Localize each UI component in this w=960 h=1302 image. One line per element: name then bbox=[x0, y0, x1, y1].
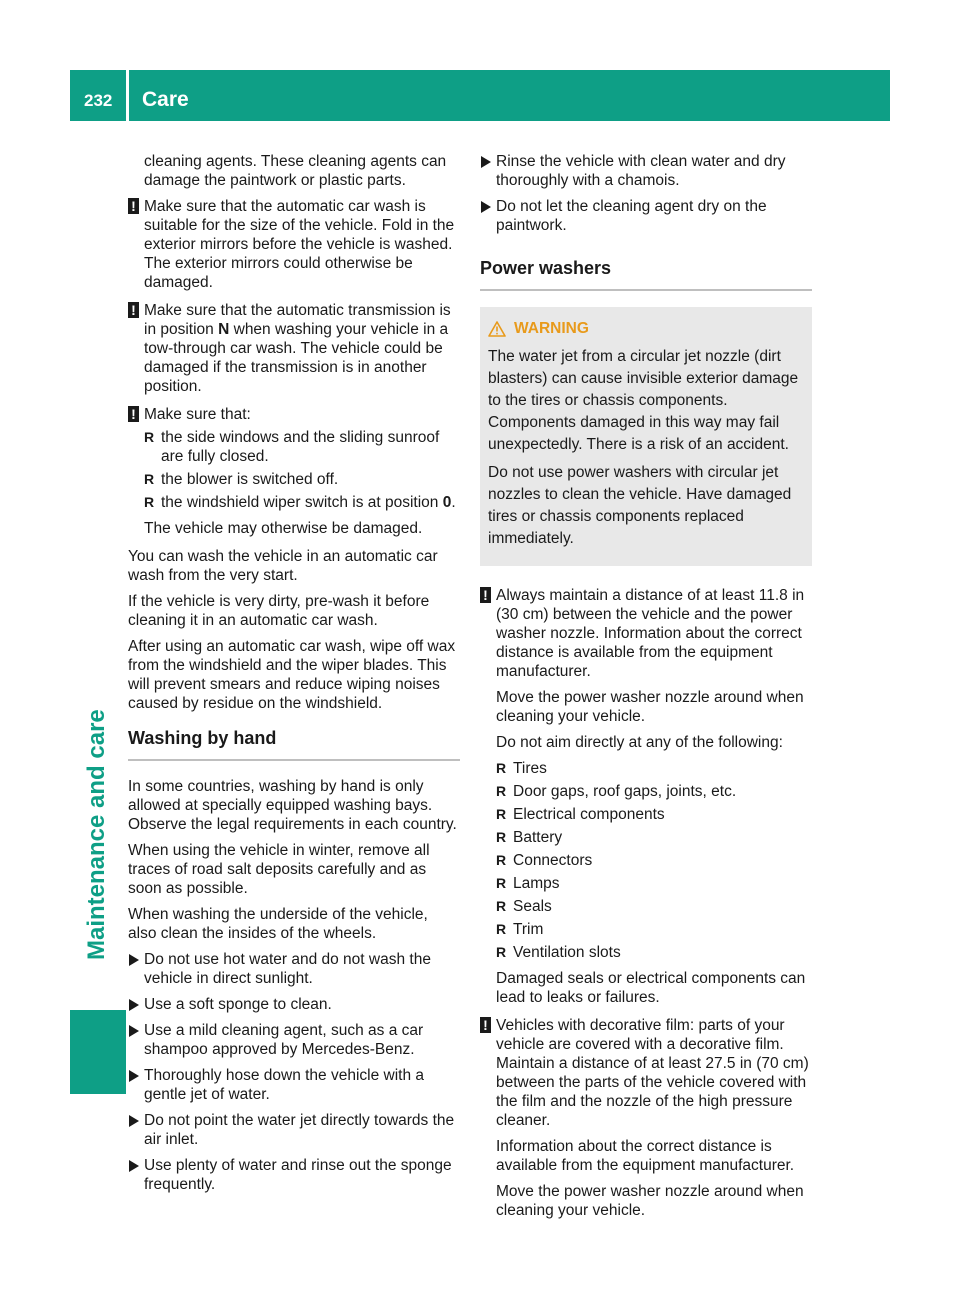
warning-text: Do not use power washers with circular jet nozzles to clean the vehicle. Have damaged tires or chassis components replaced immediately. bbox=[488, 464, 792, 547]
list-item: R the windshield wiper switch is at position 0. bbox=[144, 494, 456, 511]
step-text: Use a soft sponge to clean. bbox=[144, 996, 332, 1013]
aim-list bbox=[496, 759, 812, 962]
bullet-icon: R bbox=[496, 829, 507, 845]
list-item-text: the blower is switched off. bbox=[161, 471, 339, 488]
note-decorative-film bbox=[480, 1016, 812, 1220]
list-item-text: Battery bbox=[513, 829, 563, 846]
bullet-icon: R bbox=[496, 875, 507, 891]
section-title-washing-by-hand: Washing by hand bbox=[128, 727, 460, 761]
list-item-text: Connectors bbox=[513, 852, 593, 869]
header-divider bbox=[126, 70, 129, 121]
list-item bbox=[496, 920, 812, 939]
step bbox=[128, 1021, 460, 1059]
exclamation-icon: ! bbox=[128, 198, 139, 214]
note-text: Make sure that the automatic transmission is in position bbox=[144, 302, 451, 338]
step-text: Do not let the cleaning agent dry on the paintwork. bbox=[496, 198, 767, 234]
note-text: The vehicle may otherwise be damaged. bbox=[144, 520, 423, 537]
paragraph: You can wash the vehicle in an automatic car wash from the very start. bbox=[128, 548, 438, 584]
triangle-arrow-icon bbox=[129, 1070, 139, 1082]
triangle-arrow-icon bbox=[129, 1115, 139, 1127]
exclamation-icon: ! bbox=[480, 587, 491, 603]
list-item bbox=[496, 782, 812, 801]
list-item-text: Lamps bbox=[513, 875, 560, 892]
section-title-power-washers: Power washers bbox=[480, 257, 812, 291]
paragraph: When washing the underside of the vehicle, also clean the insides of the wheels. bbox=[128, 906, 428, 942]
list-item bbox=[496, 851, 812, 870]
triangle-arrow-icon bbox=[129, 1160, 139, 1172]
list-item bbox=[496, 805, 812, 824]
note-text: Move the power washer nozzle around when cleaning your vehicle. bbox=[496, 689, 804, 725]
list-item bbox=[496, 897, 812, 916]
paragraph: If the vehicle is very dirty, pre-wash it before cleaning it in an automatic car wash. bbox=[128, 593, 430, 629]
bullet-icon: R bbox=[496, 760, 507, 776]
warning-box bbox=[480, 307, 812, 566]
step bbox=[128, 1066, 460, 1104]
note-text: Make sure that: bbox=[144, 406, 251, 423]
paragraph: After using an automatic car wash, wipe off wax from the windshield and the wiper blades. This will prevent smears and reduce wiping noises caused by residue on the windshield. bbox=[128, 638, 456, 712]
note-text: Damaged seals or electrical components can lead to leaks or failures. bbox=[496, 970, 806, 1006]
list-item bbox=[496, 828, 812, 847]
note-mirrors bbox=[128, 197, 460, 292]
triangle-arrow-icon bbox=[129, 1025, 139, 1037]
bullet-icon: R bbox=[496, 944, 507, 960]
list-item bbox=[144, 470, 460, 489]
warning-label: WARNING bbox=[514, 320, 589, 337]
step-text: Do not point the water jet directly towards the air inlet. bbox=[144, 1112, 455, 1148]
step bbox=[480, 197, 812, 235]
list-item-text: Trim bbox=[513, 921, 544, 938]
note-text: Vehicles with decorative film: parts of your vehicle are covered with a decorative film. Maintain a distance of at least 27.5 in (70 cm) between the parts of the vehicle covered with the film and the nozzle of the high pressure cleaner. bbox=[496, 1017, 809, 1129]
side-chapter-label: Maintenance and care bbox=[83, 709, 110, 960]
bullet-icon: R bbox=[496, 806, 507, 822]
bullet-icon: R bbox=[496, 852, 507, 868]
note-text: when washing your vehicle in a tow-through car wash. The vehicle could be damaged if the transmission is in another position. bbox=[144, 321, 449, 395]
step-text: Thoroughly hose down the vehicle with a gentle jet of water. bbox=[144, 1067, 425, 1103]
bullet-icon: R bbox=[144, 494, 155, 510]
bullet-icon: R bbox=[496, 921, 507, 937]
note-distance bbox=[480, 586, 812, 1007]
list-item-text: the side windows and the sliding sunroof are fully closed. bbox=[161, 429, 440, 465]
list-item-text: Tires bbox=[513, 760, 547, 777]
list-item bbox=[496, 759, 812, 778]
step-text: Do not use hot water and do not wash the vehicle in direct sunlight. bbox=[144, 951, 431, 987]
note-transmission bbox=[128, 301, 460, 396]
exclamation-icon: ! bbox=[128, 406, 139, 422]
bullet-icon: R bbox=[144, 471, 155, 487]
list-item bbox=[144, 428, 460, 466]
list-item bbox=[496, 874, 812, 893]
list-item-text: Ventilation slots bbox=[513, 944, 621, 961]
bullet-icon: R bbox=[496, 898, 507, 914]
chapter-title: Care bbox=[142, 88, 189, 111]
list-item-text: Door gaps, roof gaps, joints, etc. bbox=[513, 783, 737, 800]
note-text: Information about the correct distance is available from the equipment manufacturer. bbox=[496, 1138, 795, 1174]
step-text: Use plenty of water and rinse out the sponge frequently. bbox=[144, 1157, 452, 1193]
wiper-position: 0 bbox=[442, 494, 452, 511]
step bbox=[480, 152, 812, 190]
page-header bbox=[70, 70, 890, 121]
triangle-arrow-icon bbox=[481, 156, 491, 168]
paragraph: In some countries, washing by hand is only allowed at specially equipped washing bays. Observe the legal requirements in each country. bbox=[128, 778, 457, 833]
note-text: Do not aim directly at any of the following: bbox=[496, 734, 783, 751]
page-number: 232 bbox=[84, 91, 113, 110]
exclamation-icon: ! bbox=[480, 1017, 491, 1033]
bullet-icon: R bbox=[496, 783, 507, 799]
list-item bbox=[496, 943, 812, 962]
list-item-text: Seals bbox=[513, 898, 552, 915]
note-make-sure bbox=[128, 405, 460, 538]
side-tab-block bbox=[70, 1010, 126, 1094]
left-column bbox=[128, 152, 460, 1201]
bullet-icon: R bbox=[144, 429, 155, 445]
triangle-arrow-icon bbox=[129, 999, 139, 1011]
triangle-arrow-icon bbox=[129, 954, 139, 966]
step bbox=[128, 1156, 460, 1194]
warning-triangle-icon bbox=[488, 321, 506, 337]
note-text: Make sure that the automatic car wash is suitable for the size of the vehicle. Fold in the exterior mirrors before the vehicle is washed. The exterior mirrors could otherwise be damaged. bbox=[144, 198, 455, 291]
note-text: Always maintain a distance of at least 11.8 in (30 cm) between the vehicle and the power washer nozzle. Information about the correct distance is available from the equipment manufacturer. bbox=[496, 587, 805, 680]
triangle-arrow-icon bbox=[481, 201, 491, 213]
warning-heading bbox=[488, 319, 804, 338]
paragraph: When using the vehicle in winter, remove all traces of road salt deposits carefully and as soon as possible. bbox=[128, 842, 430, 897]
list-item-text: Electrical components bbox=[513, 806, 665, 823]
note-text: Move the power washer nozzle around when cleaning your vehicle. bbox=[496, 1183, 804, 1219]
warning-text: The water jet from a circular jet nozzle (dirt blasters) can cause invisible exterior damage to the tires or chassis components. Components damaged in this way may fail unexpectedly. There is a risk of an accident. bbox=[488, 348, 799, 453]
right-column bbox=[480, 152, 812, 1229]
paragraph: cleaning agents. These cleaning agents can damage the paintwork or plastic parts. bbox=[144, 153, 447, 189]
step-text: Rinse the vehicle with clean water and dry thoroughly with a chamois. bbox=[496, 153, 786, 189]
step bbox=[128, 950, 460, 988]
step bbox=[128, 995, 460, 1014]
make-sure-list bbox=[144, 428, 460, 512]
step bbox=[128, 1111, 460, 1149]
exclamation-icon: ! bbox=[128, 302, 139, 318]
gear-position: N bbox=[218, 321, 230, 338]
list-item-text: the windshield wiper switch is at position bbox=[161, 494, 443, 511]
step-text: Use a mild cleaning agent, such as a car shampoo approved by Mercedes-Benz. bbox=[144, 1022, 424, 1058]
